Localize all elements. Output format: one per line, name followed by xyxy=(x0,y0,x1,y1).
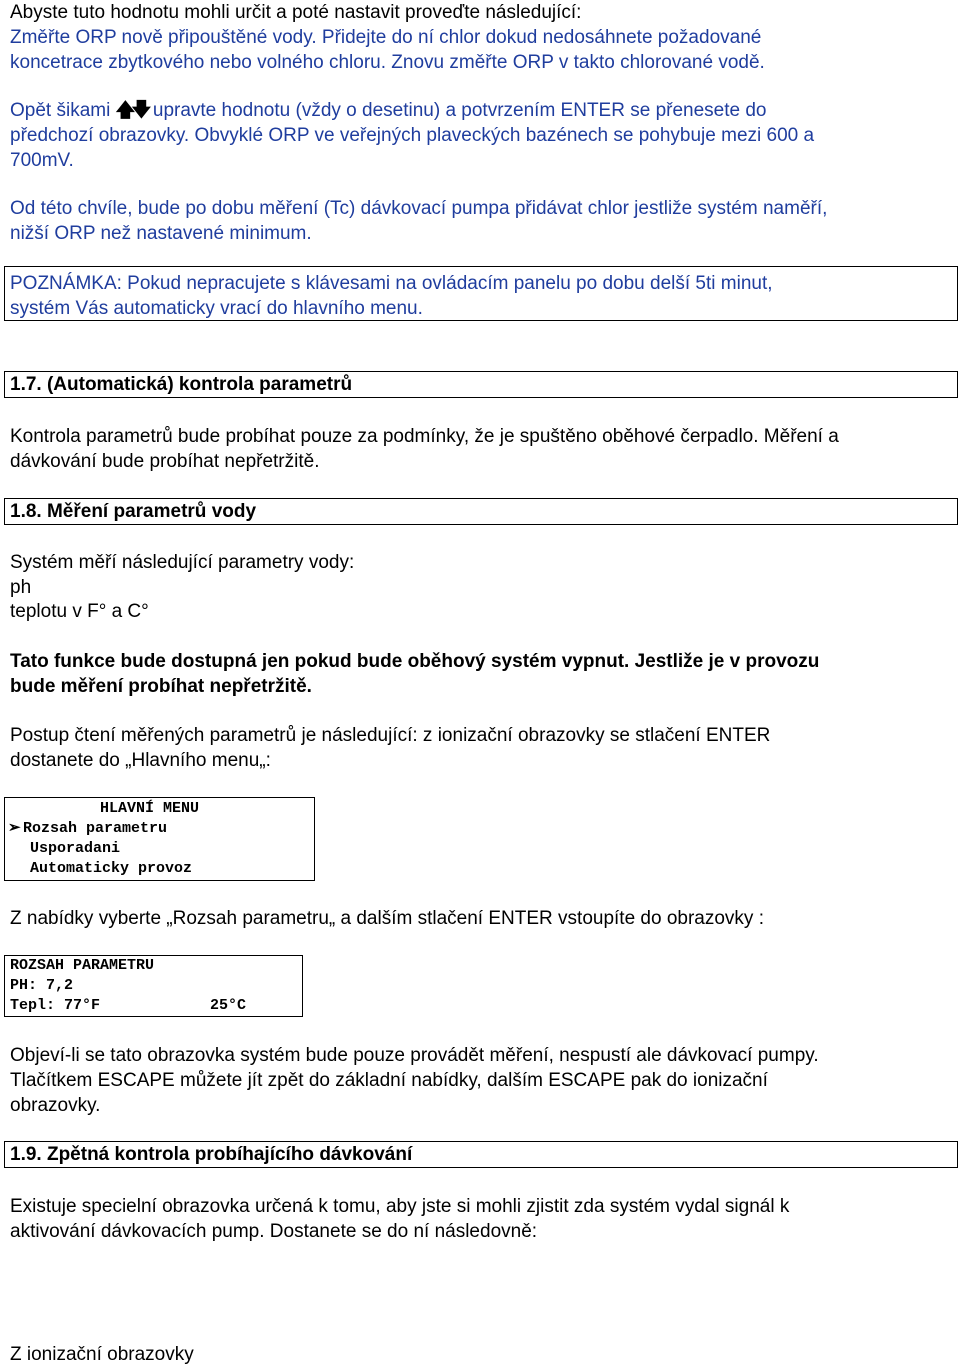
section-1-9-heading-box xyxy=(4,1141,958,1168)
select-instruction: Z nabídky vyberte „Rozsah parametru„ a dalším stlačení ENTER vstoupíte do obrazovky : xyxy=(10,908,764,929)
intro-line-1: Abyste tuto hodnotu mohli určit a poté nastavit proveďte následující: xyxy=(10,2,582,23)
main-menu-title: HLAVNÍ MENU xyxy=(100,800,200,817)
section-1-8-bold-line-1: Tato funkce bude dostupná jen pokud bude oběhový systém vypnut. Jestliže je v provozu xyxy=(10,651,820,672)
range-screen-title: ROZSAH PARAMETRU xyxy=(10,957,155,974)
section-1-7-line-2: dávkování bude probíhat nepřetržitě. xyxy=(10,451,320,472)
section-1-8-line-2: ph xyxy=(10,577,32,598)
dosing-paragraph-line-2: nižší ORP než nastavené minimum. xyxy=(10,223,312,244)
after-screen-line-2: Tlačítkem ESCAPE můžete jít zpět do základní nabídky, dalším ESCAPE pak do ionizační xyxy=(10,1070,768,1091)
section-1-9-line-2: aktivování dávkovacích pump. Dostanete se do ní následovně: xyxy=(10,1221,538,1242)
after-screen-line-3: obrazovky. xyxy=(10,1095,101,1116)
procedure-line-1: Postup čtení měřených parametrů je následující: z ionizační obrazovky se stlačení ENTER xyxy=(10,725,771,746)
footer-text: Z ionizační obrazovky xyxy=(10,1344,194,1365)
section-1-8-bold-line-2: bude měření probíhat nepřetržitě. xyxy=(10,676,312,697)
main-menu-pointer-icon: ➢ xyxy=(8,820,21,837)
range-screen-temp-c: 25°C xyxy=(210,997,247,1014)
section-1-7-line-1: Kontrola parametrů bude probíhat pouze za podmínky, že je spuštěno oběhové čerpadlo. Měření a xyxy=(10,426,839,447)
arrow-down-icon: 🡇 xyxy=(131,100,152,121)
main-menu-item-2: Usporadani xyxy=(30,840,121,857)
main-menu-item-1: Rozsah parametru xyxy=(23,820,168,837)
arrow-up-icon: 🡅 xyxy=(115,100,136,121)
arrows-paragraph-start: Opět šikami xyxy=(10,100,111,121)
note-line-2: systém Vás automaticky vrací do hlavního menu. xyxy=(10,298,423,319)
arrows-paragraph-line-1 xyxy=(10,98,767,123)
section-1-8-heading-box xyxy=(4,498,958,525)
range-screen-ph: PH: 7,2 xyxy=(10,977,74,994)
arrows-paragraph-end: upravte hodnotu (vždy o desetinu) a potvrzením ENTER se přenesete do xyxy=(152,100,767,121)
procedure-line-2: dostanete do „Hlavního menu„: xyxy=(10,750,271,771)
section-1-9-heading: 1.9. Zpětná kontrola probíhajícího dávkování xyxy=(10,1144,413,1165)
section-1-8-line-3: teplotu v F° a C° xyxy=(10,601,149,622)
range-screen-temp-f: Tepl: 77°F xyxy=(10,997,101,1014)
section-1-8-line-1: Systém měří následující parametry vody: xyxy=(10,552,355,573)
after-screen-line-1: Objeví-li se tato obrazovka systém bude pouze provádět měření, nespustí ale dávkovací pumpy. xyxy=(10,1045,819,1066)
intro-line-2: Změřte ORP nově připouštěné vody. Přidejte do ní chlor dokud nedosáhnete požadované xyxy=(10,27,762,48)
main-menu-item-3: Automaticky provoz xyxy=(30,860,193,877)
note-line-1: POZNÁMKA: Pokud nepracujete s klávesami na ovládacím panelu po dobu delší 5ti minut, xyxy=(10,273,773,294)
section-1-9-line-1: Existuje specielní obrazovka určená k tomu, aby jste si mohli zjistit zda systém vydal signál k xyxy=(10,1196,790,1217)
section-1-7-heading-box xyxy=(4,371,958,398)
arrows-paragraph-line-3: 700mV. xyxy=(10,150,74,171)
arrows-paragraph-line-2: předchozí obrazovky. Obvyklé ORP ve veřejných plaveckých bazénech se pohybuje mezi 600 a xyxy=(10,125,815,146)
section-1-8-heading: 1.8. Měření parametrů vody xyxy=(10,501,257,522)
intro-line-3: koncetrace zbytkového nebo volného chloru. Znovu změřte ORP v takto chlorované vodě. xyxy=(10,52,765,73)
section-1-7-heading: 1.7. (Automatická) kontrola parametrů xyxy=(10,374,353,395)
dosing-paragraph-line-1: Od této chvíle, bude po dobu měření (Tc) dávkovací pumpa přidávat chlor jestliže systém naměří, xyxy=(10,198,828,219)
